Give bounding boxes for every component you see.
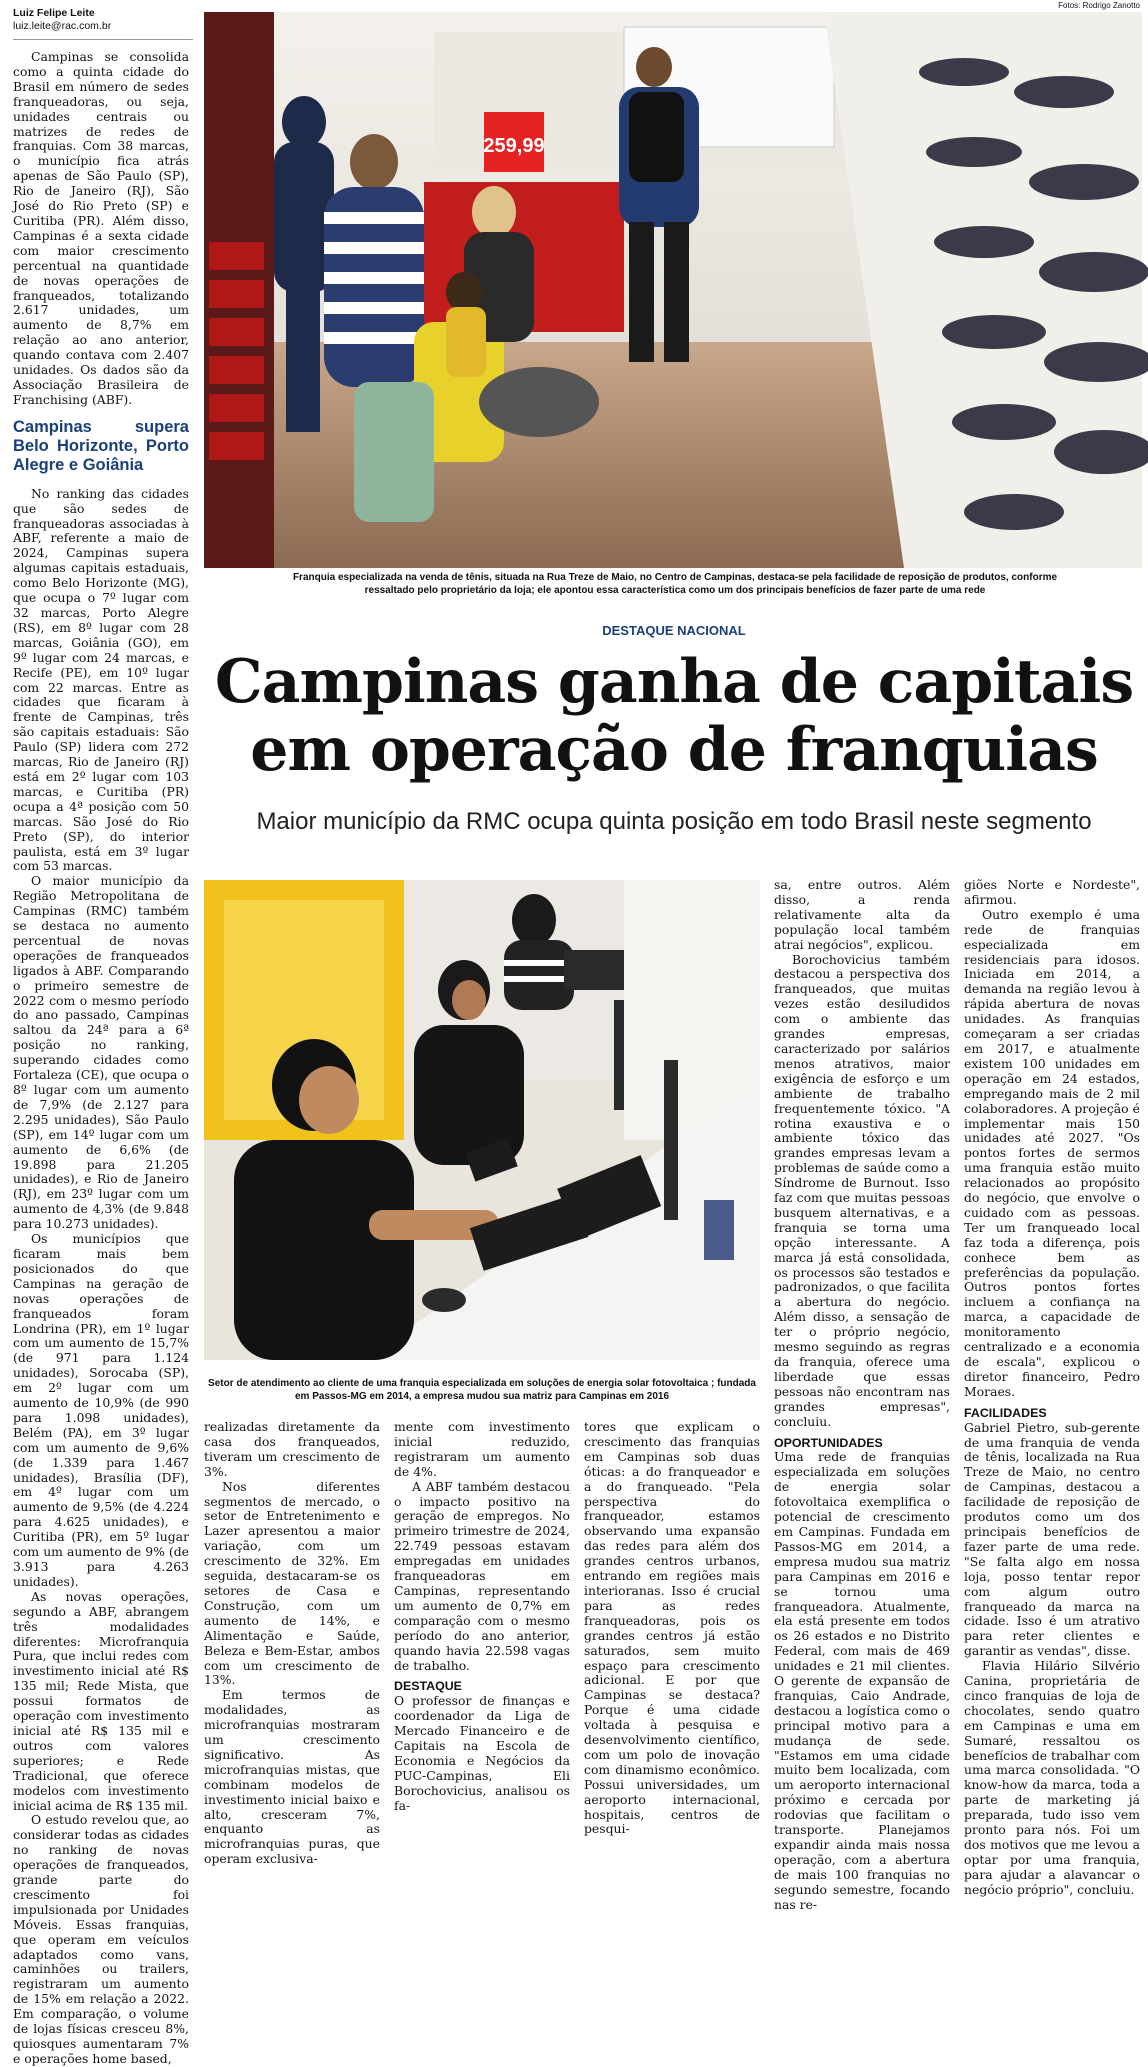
paragraph: As novas operações, segundo a ABF, abrangem três modalidades diferentes: Microfranquia Pura, que inclui redes com investimento inicial até R$ 135 mil; Rede Mista, que possui formatos de operação com investimento inicial até R$ 135 mil e outros com valores superiores; e Rede Tradicional, que oferece modelos com investimento inicial acima de R$ 135 mil. xyxy=(13,1588,189,1813)
paragraph: Campinas se consolida como a quinta cidade do Brasil em número de sedes franqueadoras, ou seja, unidades centrais ou matrizes de redes de franquias. Com 38 marcas, o município fica atrás apenas de São Paulo (SP), Rio de Janeiro (RJ), São José do Rio Preto (SP) e Curitiba (PR). Além disso, Campinas é a sexta cidade com maior crescimento percentual na quantidade de novas operações de franqueados, totalizando 2.617 unidades, um aumento de 8,7% em relação ao ano anterior, quando contava com 2.407 unidades. Os dados são da Associação Brasileira de Franchising (ABF). xyxy=(13,49,189,407)
paragraph: sa, entre outros. Além disso, a renda relativamente alta da população local também atrai negócios", explicou. xyxy=(774,877,950,952)
paragraph: Gabriel Pietro, sub-gerente de uma franquia de venda de tênis, localizada na Rua Treze de Maio, no centro de Campinas, destacou a facilidade de reposição de produtos como um dos principais benefícios de fazer parte de uma rede. "Se falta algo em nossa loja, posso tentar repor com algum outro franqueado da marca na cidade. Isso é um atrativo para reter clientes e garantir as vendas", disse. xyxy=(964,1419,1140,1659)
article-column-3 xyxy=(394,1419,570,1813)
photo-caption: Franquia especializada na venda de tênis, situada na Rua Treze de Maio, no Centro de Campinas, destaca-se pela facilidade de reposição de produtos, conforme ressaltado pelo proprietário da loja; ele apontou essa característica como um dos principais benefícios de fazer parte de uma rede xyxy=(292,572,1058,596)
shoe-store-photo xyxy=(204,12,1142,568)
price-tag: 259,99 xyxy=(483,135,545,157)
paragraph: Em termos de modalidades, as microfranquias mostraram um crescimento significativo. As microfranquias mistas, que combinam modelos de investimento inicial baixo e alto, cresceram 7%, enquanto as microfranquias puras, que operam exclusiva- xyxy=(204,1687,380,1867)
section-heading: FACILIDADES xyxy=(964,1405,1047,1420)
paragraph: No ranking das cidades que são sedes de franqueadoras associadas à ABF, referente a maio de 2024, Campinas supera algumas capitais estaduais, como Belo Horizonte (MG), que ocupa o 7º lugar com 32 marcas, Porto Alegre (RS), em 8º lugar com 28 marcas, Goiânia (GO), em 9º lugar com 24 marcas, e Recife (PE), em 10º lugar com 22 marcas. Entre as cidades que ficaram à frente de Campinas, três são capitais estaduais: São Paulo (SP) lidera com 272 marcas, Rio de Janeiro (RJ) está em 2º lugar com 103 marcas, e Curitiba (PR) ocupa a 4ª posição com 50 marcas. São José do Rio Preto (SP), do interior paulista, está em 3º lugar com 53 marcas. xyxy=(13,485,189,874)
subheading: Campinas supera Belo Horizonte, Porto Alegre e Goiânia xyxy=(13,417,189,474)
shoe-store-illustration xyxy=(204,12,1142,568)
paragraph: mente com investimento inicial reduzido, registraram um aumento de 4%. xyxy=(394,1419,570,1479)
paragraph: Os municípios que ficaram mais bem posicionados do que Campinas na geração de novas operações de franqueados foram Londrina (PR), em 1º lugar com um aumento de 15,7% (de 971 para 1.124 unidades), Sorocaba (SP), em 2º lugar com um aumento de 10,9% (de 990 para 1.098 unidades), Belém (PA), em 3º lugar com um aumento de 9,6% (de 1.339 para 1.467 unidades), Brasília (DF), em 4º lugar com um aumento de 9,5% (de 4.224 para 4.625 unidades), e Curitiba (PR), em 5º lugar com um aumento de 9% (de 3.913 para 4.263 unidades). xyxy=(13,1231,189,1589)
section-heading: DESTAQUE xyxy=(394,1679,462,1694)
author-name: Luiz Felipe Leite xyxy=(13,7,95,19)
section-heading: OPORTUNIDADES xyxy=(774,1435,883,1450)
paragraph: O professor de finanças e coordenador da Liga de Mercado Financeiro e de Capitais na Escola de Economia e Negócios da PUC-Campinas, Eli Borochovicius, analisou os fa- xyxy=(394,1693,570,1813)
paragraph: Flavia Hilário Silvério Canina, proprietária de cinco franquias de loja de chocolates, sendo quatro em Campinas e uma em Sumaré, ressaltou os benefícios de trabalhar com uma marca consolidada. "O know-how da marca, toda a parte de marketing já preparada, tudo isso vem pronto para nós. Foi um dos motivos que me levou a optar por uma franquia, para ajudar a alavancar o negócio próprio", concluiu. xyxy=(964,1658,1140,1897)
byline xyxy=(13,7,193,40)
article-column-1 xyxy=(13,49,189,2066)
headline: Campinas ganha de capitais em operação de franquias xyxy=(214,647,1134,785)
paragraph: O maior município da Região Metropolitana de Campinas (RMC) também se destaca no aumento percentual de novas operações de franqueados ligados à ABF. Comparando o primeiro semestre de 2022 com o mesmo período do ano passado, Campinas saltou da 24ª para a 6ª posição no ranking, superando cidades como Fortaleza (CE), que ocupa o 8º lugar com um aumento de 7,9% (de 2.127 para 2.295 unidades), São Paulo (SP), em 14º lugar com um aumento de 6,6% (de 19.898 para 21.205 unidades), e Rio de Janeiro (RJ), em 23º lugar com um aumento de 4,3% (de 9.848 para 10.273 unidades). xyxy=(13,873,189,1232)
paragraph: A ABF também destacou o impacto positivo na geração de empregos. No primeiro trimestre de 2024, 22.749 pessoas estavam empregadas em unidades franqueadoras em Campinas, representando um aumento de 0,7% em comparação com o mesmo período do ano anterior, quando havia 22.598 vagas de trabalho. xyxy=(394,1478,570,1673)
paragraph: realizadas diretamente da casa dos franqueados, tiveram um crescimento de 3%. xyxy=(204,1419,380,1479)
paragraph: tores que explicam o crescimento das franquias em Campinas sob duas óticas: a do franqueador e a do franqueado. "Pela perspectiva do franqueador, estamos observando uma expansão das redes para além dos grandes centros urbanos, entrando em regiões mais interioranas. Isso é crucial para as redes franqueadoras, pois os grandes centros já estão saturados, sem muito espaço para crescimento adicional. E por que Campinas se destaca? Porque é uma cidade voltada à pesquisa e desenvolvimento científico, com um polo de inovação com dinamismo econômico. Possui universidades, um aeroporto internacional, hospitais, centros de pesqui- xyxy=(584,1419,760,1837)
photo-credit: Fotos: Rodrigo Zanotto xyxy=(1058,1,1140,10)
article-column-6 xyxy=(964,877,1140,1897)
paragraph: Outro exemplo é uma rede de franquias especializada em residenciais para idosos. Iniciada em 2014, a demanda na região levou à rápida abertura de novas unidades. As franquias começaram a ser criadas em 2017, e atualmente existem 100 unidades em operação em 24 estados, empregando mais de 2 mil colaboradores. A projeção é implementar mais 150 unidades até 2027. "Os pontos fortes de sermos uma franquia estão muito relacionados ao propósito do negócio, que envolve o cuidado com as pessoas. Ter um franqueado local faz toda a diferença, pois conhece bem as preferências da população. Outros pontos fortes incluem a confiança na marca, a capacidade de monitoramento centralizado e a economia de escala", explicou o diretor financeiro, Pedro Moraes. xyxy=(964,906,1140,1399)
paragraph: O estudo revelou que, ao considerar todas as cidades no ranking de novas operações de franqueados, grande parte do crescimento foi impulsionada por Unidades Móveis. Essas franquias, que operam em veículos adaptados como vans, caminhões ou trailers, registraram um aumento de 15% em relação a 2022. Em comparação, o volume de lojas físicas cresceu 8%, quiosques aumentaram 7% e operações home based, xyxy=(13,1812,189,2066)
section-kicker: DESTAQUE NACIONAL xyxy=(602,623,746,638)
subheadline: Maior município da RMC ocupa quinta posição em todo Brasil neste segmento xyxy=(256,808,1092,835)
article-column-4 xyxy=(584,1419,760,1837)
photo-caption: Setor de atendimento ao cliente de uma franquia especializada em soluções de energia solar fotovoltaica ; fundada em Passos-MG em 2014, a empresa mudou sua matriz para Campinas em 2016 xyxy=(208,1378,756,1402)
article-column-5 xyxy=(774,877,950,1912)
paragraph: Borochovicius também destacou a perspectiva dos franqueados, que muitas vezes estão desiludidos com o ambiente das grandes empresas, caracterizado por salários menos atrativos, maior exigência de esforço e um ambiente de trabalho frequentemente tóxico. "A rotina exaustiva e o ambiente tóxico das grandes empresas levam a problemas de saúde como a Síndrome de Burnout. Isso faz com que muitas pessoas busquem alternativas, e a franquia se torna uma opção interessante. A marca já está consolidada, os processos são testados e padronizados, o que facilita a abertura do negócio. Além disso, a sensação de ter o próprio negócio, mesmo seguindo as regras da franquia, oferece uma liberdade que essas pessoas não encontram nas grandes empresas", concluiu. xyxy=(774,951,950,1429)
paragraph: Uma rede de franquias especializada em soluções de energia solar fotovoltaica exemplifica o potencial de crescimento em Campinas. Fundada em Passos-MG em 2014, a empresa mudou sua matriz para Campinas em 2016 e se tornou uma franqueadora. Atualmente, ela está presente em todos os 26 estados e no Distrito Federal, com mais de 469 unidades e 21 mil clientes. O gerente de expansão de franquias, Caio Andrade, destacou a logística como o principal motivo para a mudança de sede. "Estamos em uma cidade muito bem localizada, com um aeroporto internacional próximo e cercada por rodovias que facilitam o transporte. Planejamos expandir ainda mais nossa operação, com a abertura de mais 100 franquias no segundo semestre, focando nas re- xyxy=(774,1449,950,1912)
call-center-photo xyxy=(204,880,760,1360)
paragraph: Nos diferentes segmentos de mercado, o setor de Entretenimento e Lazer apresentou a maior variação, com um crescimento de 32%. Em seguida, destacaram-se os setores de Casa e Construção, com um aumento de 14%, e Alimentação e Saúde, Beleza e Bem-Estar, ambos com um crescimento de 13%. xyxy=(204,1478,380,1688)
paragraph: giões Norte e Nordeste", afirmou. xyxy=(964,877,1140,907)
call-center-illustration xyxy=(204,880,760,1360)
author-email[interactable]: luiz.leite@rac.com.br xyxy=(13,20,112,32)
article-column-2 xyxy=(204,1419,380,1867)
